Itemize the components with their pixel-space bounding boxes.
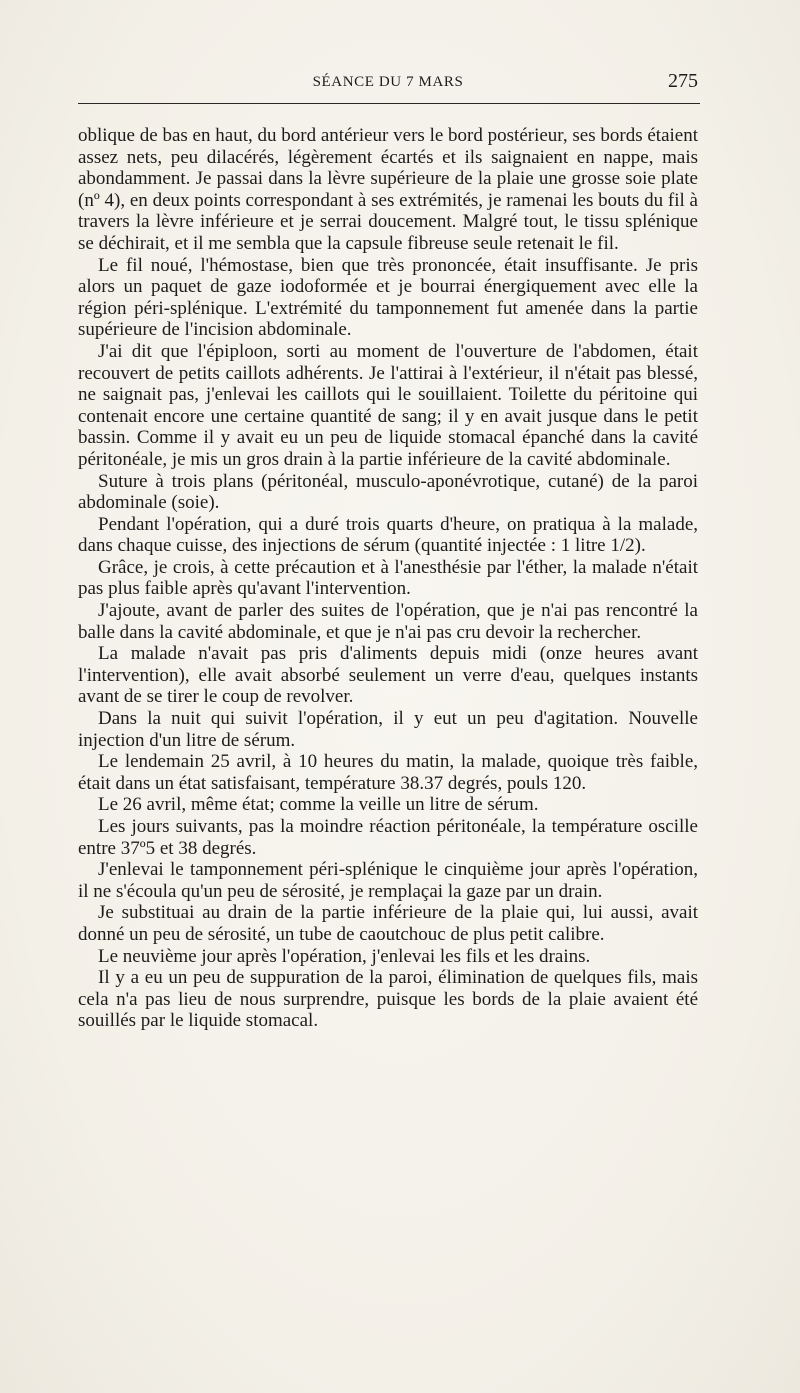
- page-number: 275: [668, 70, 698, 92]
- paragraph: Je substituai au drain de la partie inférieure de la plaie qui, lui aussi, avait donné un peu de sérosité, un tube de caoutchouc de plus petit calibre.: [78, 902, 698, 945]
- paragraph: J'enlevai le tamponnement péri-splénique le cinquième jour après l'opération, il ne s'écoula qu'un peu de sérosité, je remplaçai la gaze par un drain.: [78, 859, 698, 902]
- paragraph-continued: oblique de bas en haut, du bord antérieur vers le bord postérieur, ses bords étaient assez nets, peu dilacérés, légèrement écartés et ils saignaient en nappe, mais abondamment. Je passai dans la lèvre supérieure de la plaie une grosse soie plate (nº 4), en deux points correspondant à ses extrémités, je ramenai les bouts du fil à travers la lèvre inférieure et je serrai doucement. Malgré tout, le tissu splénique se déchirait, et il me sembla que la capsule fibreuse seule retenait le fil.: [78, 125, 698, 254]
- paragraph: Il y a eu un peu de suppuration de la paroi, élimination de quelques fils, mais cela n'a pas lieu de nous surprendre, puisque les bords de la plaie avaient été souillés par le liquide stomacal.: [78, 967, 698, 1032]
- page-header: [78, 70, 698, 100]
- paragraph: Suture à trois plans (péritonéal, musculo-aponévrotique, cutané) de la paroi abdominale (soie).: [78, 470, 698, 514]
- paragraph: Les jours suivants, pas la moindre réaction péritonéale, la température oscille entre 37º5 et 38 degrés.: [78, 816, 698, 859]
- paragraph: Le 26 avril, même état; comme la veille un litre de sérum.: [98, 794, 539, 816]
- paragraph: Le fil noué, l'hémostase, bien que très prononcée, était insuffisante. Je pris alors un paquet de gaze iodoformée et je bourrai énergiquement avec elle la région péri-splénique. L'extrémité du tamponnement fut amenée dans la partie supérieure de l'incision abdominale.: [78, 254, 698, 341]
- body-text: [78, 125, 698, 1032]
- paragraph: La malade n'avait pas pris d'aliments depuis midi (onze heures avant l'intervention), elle avait absorbé seulement un verre d'eau, quelques instants avant de se tirer le coup de revolver.: [78, 643, 698, 708]
- header-rule: [78, 103, 700, 104]
- running-title: SÉANCE DU 7 MARS: [312, 74, 464, 90]
- paragraph: Le neuvième jour après l'opération, j'enlevai les fils et les drains.: [98, 945, 591, 967]
- paragraph: J'ajoute, avant de parler des suites de l'opération, que je n'ai pas rencontré la balle dans la cavité abdominale, et que je n'ai pas cru devoir la rechercher.: [78, 600, 698, 643]
- paragraph: Grâce, je crois, à cette précaution et à l'anesthésie par l'éther, la malade n'était pas plus faible après qu'avant l'intervention.: [78, 556, 698, 600]
- paragraph: Pendant l'opération, qui a duré trois quarts d'heure, on pratiqua à la malade, dans chaque cuisse, des injections de sérum (quantité injectée : 1 litre 1/2).: [78, 513, 698, 557]
- paragraph: Dans la nuit qui suivit l'opération, il y eut un peu d'agitation. Nouvelle injection d'un litre de sérum.: [78, 708, 698, 751]
- paragraph: Le lendemain 25 avril, à 10 heures du matin, la malade, quoique très faible, était dans un état satisfaisant, température 38.37 degrés, pouls 120.: [78, 751, 698, 794]
- paragraph: J'ai dit que l'épiploon, sorti au moment de l'ouverture de l'abdomen, était recouvert de petits caillots adhérents. Je l'attirai à l'extérieur, il n'était pas blessé, ne saignait pas, j'enlevai les caillots qui le souillaient. Toilette du péritoine qui contenait encore une certaine quantité de sang; il y en avait jusque dans le petit bassin. Comme il y avait eu un peu de liquide stomacal épanché dans la cavité péritonéale, je mis un gros drain à la partie inférieure de la cavité abdominale.: [78, 340, 698, 470]
